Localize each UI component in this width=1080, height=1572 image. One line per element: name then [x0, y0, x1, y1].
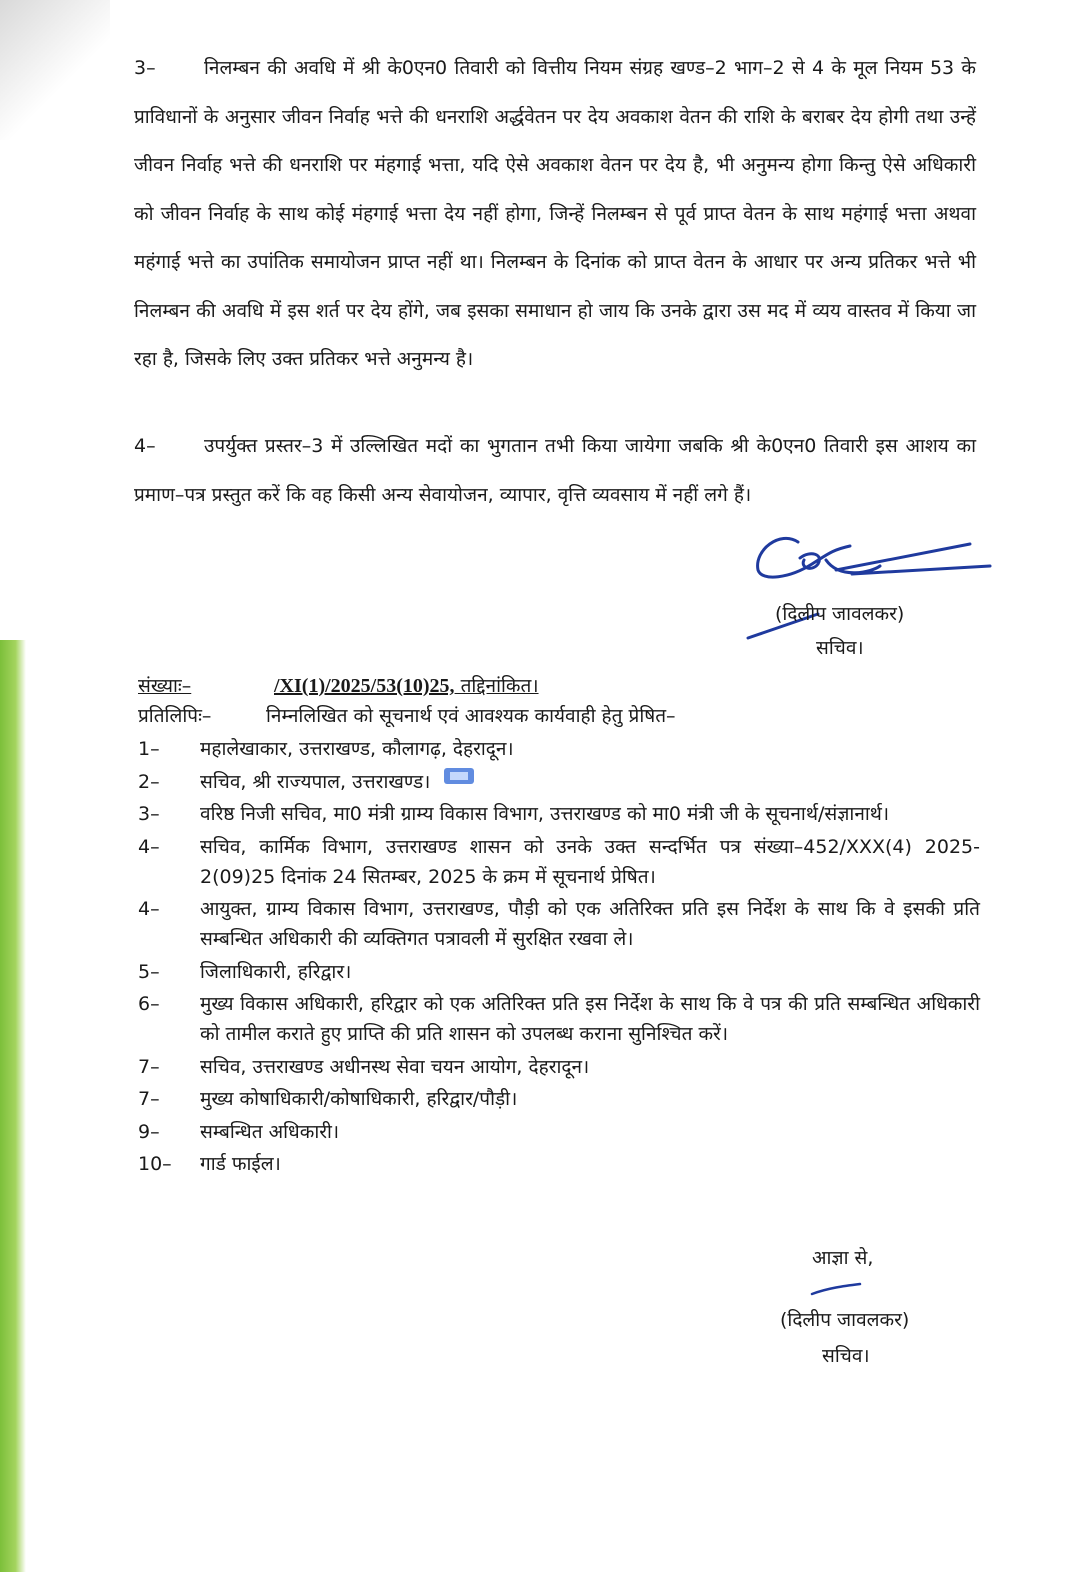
initial-signature [808, 1280, 868, 1300]
copy-to-label: प्रतिलिपिः– [138, 705, 212, 727]
list-item-number: 3– [138, 803, 160, 825]
list-item [138, 1052, 980, 1082]
list-item-text: सचिव, कार्मिक विभाग, उत्तराखण्ड शासन को उनके उक्त सन्दर्भित पत्र संख्या–452/XXX(4) 2025-2(09)25 दिनांक 24 सितम्बर, 2025 के क्रम में सूचनार्थ प्रेषित। [200, 835, 980, 888]
list-item-text: मुख्य कोषाधिकारी/कोषाधिकारी, हरिद्वार/पौड़ी। [200, 1088, 518, 1110]
list-item-text: आयुक्त, ग्राम्य विकास विभाग, उत्तराखण्ड, पौड़ी को एक अतिरिक्त प्रति इस निर्देश के साथ कि वे इसकी प्रति सम्बन्धित अधिकारी की व्यक्तिगत पत्रावली में सुरक्षित रखवा ले। [200, 898, 980, 950]
list-item-number: 7– [138, 1055, 160, 1078]
list-item-text: जिलाधिकारी, हरिद्वार। [200, 960, 352, 983]
list-item [138, 1149, 980, 1179]
copy-to-line [138, 702, 676, 728]
list-item [138, 894, 980, 954]
copy-to-intro: निम्नलिखित को सूचनार्थ एवं आवश्यक कार्यवाही हेतु प्रेषित– [266, 705, 676, 727]
list-item-number: 4– [138, 835, 160, 858]
reference-label: संख्याः– [138, 675, 192, 697]
signatory-designation: सचिव। [816, 637, 864, 659]
list-item-text: गार्ड फाईल। [200, 1153, 281, 1175]
list-item-number: 9– [138, 1120, 160, 1143]
list-item-number: 1– [138, 738, 160, 760]
copy-recipients-list [138, 734, 980, 1182]
list-item-text: सचिव, उत्तराखण्ड अधीनस्थ सेवा चयन आयोग, देहरादून। [200, 1055, 590, 1078]
handwritten-signature [740, 520, 1000, 670]
list-item-text: मुख्य विकास अधिकारी, हरिद्वार को एक अतिरिक्त प्रति इस निर्देश के साथ कि वे पत्र की प्रति सम्बन्धित अधिकारी को तामील कराते हुए प्राप्ति की प्रति शासन को उपलब्ध कराना सुनिश्चित करें। [200, 993, 980, 1045]
paragraph-3-text: निलम्बन की अवधि में श्री के0एन0 तिवारी को वित्तीय नियम संग्रह खण्ड–2 भाग–2 से 4 के मूल नियम 53 के प्राविधानों के अनुसार जीवन निर्वाह भत्ते की धनराशि अर्द्धवेतन पर देय अवकाश वेतन की राशि के बराबर देय होगी तथा उन्हें जीवन निर्वाह भत्ते की धनराशि पर मंहगाई भत्ता, यदि ऐसे अवकाश वेतन पर देय है, भी अनुमन्य होगा किन्तु ऐसे अधिकारी को जीवन निर्वाह के साथ कोई मंहगाई भत्ता देय नहीं होगा, जिन्हें निलम्बन से पूर्व प्राप्त वेतन के साथ महंगाई भत्ता अथवा महंगाई भत्ते का उपांतिक समायोजन प्राप्त नहीं था। निलम्बन के दिनांक को प्राप्त वेतन के आधार पर अन्य प्रतिकर भत्ते भी निलम्बन की अवधि में इस शर्त पर देय होंगे, जब इसका समाधान हो जाय कि उनके द्वारा उस मद में व्यय वास्तव में किया जा रहा है, जिसके लिए उक्त प्रतिकर भत्ते अनुमन्य है। [134, 57, 976, 370]
list-item [138, 832, 980, 892]
list-item-number: 5– [138, 960, 160, 983]
closing-signatory-designation: सचिव। [822, 1345, 870, 1367]
list-item [138, 1117, 980, 1147]
list-item-text: वरिष्ठ निजी सचिव, मा0 मंत्री ग्राम्य विकास विभाग, उत्तराखण्ड को मा0 मंत्री जी के सूचनार्थ/संज्ञानार्थ। [200, 803, 890, 825]
paragraph-4 [134, 422, 976, 519]
reference-number: /XI(1)/2025/53(10)25, [274, 675, 455, 697]
paragraph-4-text: उपर्युक्त प्रस्तर–3 में उल्लिखित मदों का भुगतान तभी किया जायेगा जबकि श्री के0एन0 तिवारी इस आशय का प्रमाण–पत्र प्रस्तुत करें कि वह किसी अन्य सेवायोजन, व्यापार, वृत्ति व्यवसाय में नहीं लगे हैं। [134, 435, 976, 506]
closing-phrase: आज्ञा से, [812, 1247, 874, 1269]
list-item [138, 989, 980, 1049]
list-item-text: सम्बन्धित अधिकारी। [200, 1120, 340, 1143]
signatory-name: (दिलीप जावलकर) [775, 603, 905, 625]
closing-signatory-name: (दिलीप जावलकर) [780, 1309, 910, 1331]
list-item [138, 799, 980, 829]
list-item-number: 4– [138, 898, 160, 920]
list-item-text: सचिव, श्री राज्यपाल, उत्तराखण्ड। [200, 770, 431, 793]
list-item [138, 1084, 980, 1114]
reference-line [138, 672, 539, 698]
list-item [138, 734, 980, 764]
reference-suffix: तद्दिनांकित। [454, 675, 539, 697]
list-item-number: 2– [138, 770, 160, 793]
paragraph-3 [134, 44, 976, 384]
paragraph-4-number: 4– [134, 435, 156, 457]
paragraph-3-number: 3– [134, 57, 156, 79]
list-item-text: महालेखाकार, उत्तराखण्ड, कौलागढ़, देहरादून। [200, 738, 514, 760]
list-item-number: 6– [138, 993, 160, 1015]
list-item-number: 7– [138, 1088, 160, 1110]
list-item [138, 957, 980, 987]
list-item-number: 10– [138, 1153, 172, 1175]
blue-stamp-mark [440, 764, 480, 788]
list-item [138, 767, 980, 797]
